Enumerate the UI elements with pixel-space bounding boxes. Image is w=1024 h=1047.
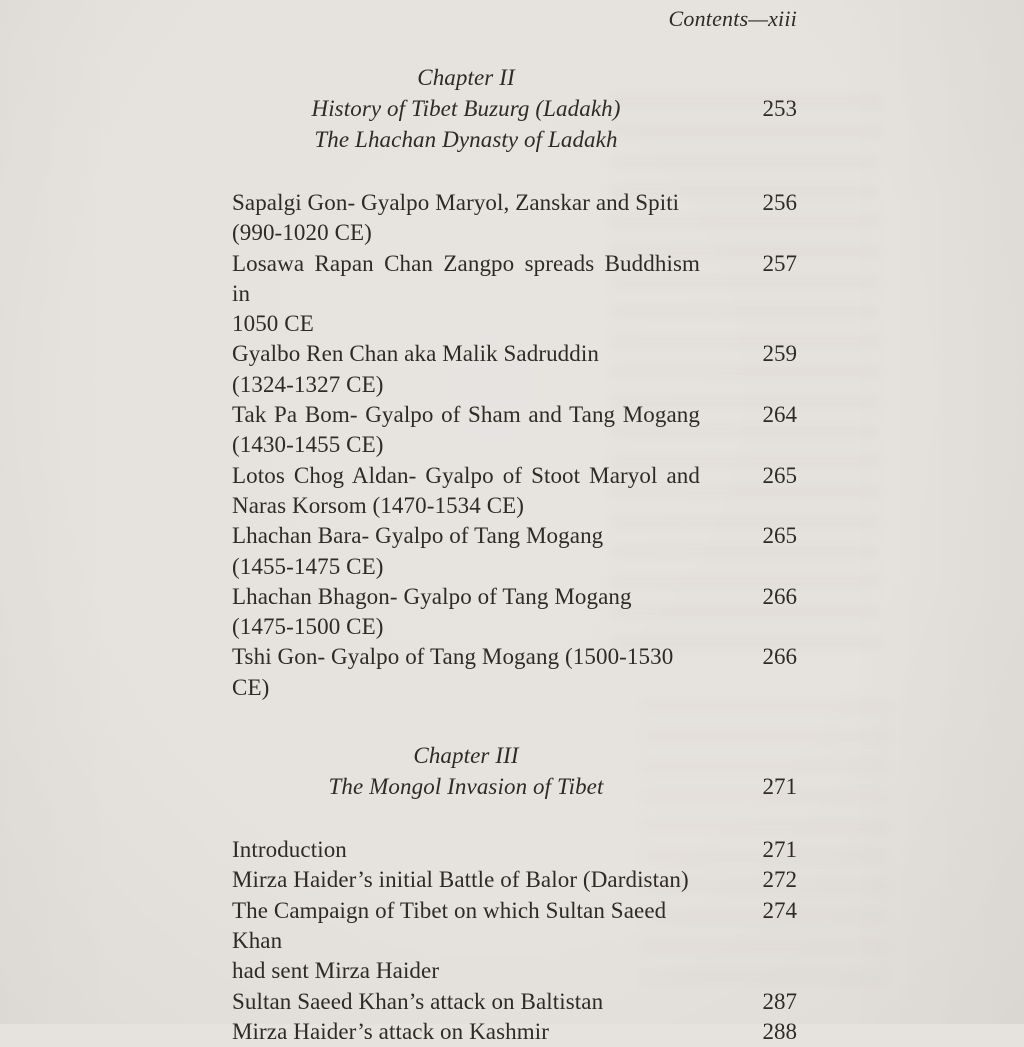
- toc-entry-page-number: 264: [762, 402, 797, 428]
- chapter-title-page-number: 271: [762, 774, 797, 800]
- toc-entry-page-number: 259: [762, 341, 797, 367]
- toc-entry-line: Lhachan Bhagon- Gyalpo of Tang Mogang: [232, 583, 632, 609]
- chapter-title-row: [232, 124, 797, 155]
- toc-entry-line: Mirza Haider’s attack on Kashmir: [232, 1018, 550, 1044]
- toc-entry-line: Lotos Chog Aldan- Gyalpo of Stoot Maryol and: [232, 462, 700, 488]
- toc-entry-line: had sent Mirza Haider: [232, 958, 440, 984]
- toc-entry-line: Mirza Haider’s initial Battle of Balor (Dardistan): [232, 867, 689, 893]
- toc-entry: [232, 642, 797, 703]
- toc-entry-title: [232, 339, 700, 400]
- toc-entry-line: The Campaign of Tibet on which Sultan Saeed Khan: [232, 897, 667, 953]
- toc-entry-line: (1475-1500 CE): [232, 614, 384, 640]
- toc-entry-line: (990-1020 CE): [232, 220, 372, 246]
- chapter-title: History of Tibet Buzurg (Ladakh): [311, 96, 621, 121]
- toc-entries: [232, 835, 797, 1047]
- toc-entry-line: Introduction: [232, 837, 347, 863]
- toc-entry-title: [232, 521, 700, 582]
- toc-entry-line: 1050 CE: [232, 311, 314, 337]
- toc-entry-page-number: 287: [762, 988, 797, 1014]
- toc-entry-title: [232, 835, 700, 865]
- toc-entry-title: [232, 987, 700, 1017]
- toc-entry-title: [232, 188, 700, 249]
- toc-section: [232, 740, 797, 1047]
- toc-entry-line: Gyalbo Ren Chan aka Malik Sadruddin: [232, 341, 599, 367]
- chapter-label: Chapter III: [413, 743, 519, 769]
- toc-entry-page-number: 272: [762, 867, 797, 893]
- toc-entries: [232, 188, 797, 703]
- running-header: Contents—xiii: [668, 6, 797, 31]
- toc-entry-page-number: 266: [762, 644, 797, 670]
- toc-entry: [232, 461, 797, 522]
- toc-entry: [232, 896, 797, 987]
- toc-entry-line: Lhachan Bara- Gyalpo of Tang Mogang: [232, 523, 604, 549]
- toc-entry-page-number: 274: [762, 897, 797, 923]
- toc-entry: [232, 400, 797, 461]
- toc-entry-line: Tshi Gon- Gyalpo of Tang Mogang (1500-1530 CE): [232, 644, 674, 700]
- chapter-label-row: [232, 62, 797, 93]
- toc-entry-line: (1324-1327 CE): [232, 371, 384, 397]
- toc-entry: [232, 339, 797, 400]
- chapter-title: The Mongol Invasion of Tibet: [328, 774, 604, 800]
- toc-entry-title: [232, 642, 700, 703]
- toc-entry-page-number: 266: [762, 583, 797, 609]
- toc-entry-line: Losawa Rapan Chan Zangpo spreads Buddhism in: [232, 250, 700, 306]
- toc-entry-line: (1455-1475 CE): [232, 553, 384, 579]
- chapter-title: The Lhachan Dynasty of Ladakh: [314, 127, 618, 152]
- toc-entry-title: [232, 249, 700, 340]
- chapter-label-row: [232, 740, 797, 771]
- toc-entry-page-number: 265: [762, 523, 797, 549]
- toc-entry: [232, 582, 797, 643]
- toc-entry-page-number: 265: [762, 462, 797, 488]
- toc-entry-line: (1430-1455 CE): [232, 432, 384, 458]
- toc-entry: [232, 521, 797, 582]
- toc-entry-page-number: 288: [762, 1018, 797, 1044]
- toc-entry-title: [232, 400, 700, 461]
- toc-entry-title: [232, 1017, 700, 1047]
- toc-entry: [232, 835, 797, 865]
- toc-entry-title: [232, 896, 700, 987]
- toc-entry-page-number: 271: [762, 837, 797, 863]
- toc-entry: [232, 987, 797, 1017]
- chapter-heading-block: [232, 740, 797, 802]
- toc-section: [232, 62, 797, 703]
- toc-entry-line: Tak Pa Bom- Gyalpo of Sham and Tang Mogang: [232, 402, 700, 428]
- chapter-title-page-number: 253: [762, 96, 797, 121]
- toc-entry-line: Naras Korsom (1470-1534 CE): [232, 492, 525, 518]
- toc-entry: [232, 188, 797, 249]
- toc-entry: [232, 1017, 797, 1047]
- chapter-label: Chapter II: [417, 65, 515, 90]
- toc-entry-title: [232, 582, 700, 643]
- table-of-contents: [232, 62, 797, 1047]
- toc-entry-line: Sultan Saeed Khan’s attack on Baltistan: [232, 988, 604, 1014]
- toc-entry-page-number: 257: [762, 250, 797, 276]
- chapter-heading-block: [232, 62, 797, 155]
- toc-entry: [232, 865, 797, 895]
- chapter-title-row: [232, 771, 797, 802]
- toc-entry-line: Sapalgi Gon- Gyalpo Maryol, Zanskar and Spiti: [232, 190, 680, 215]
- toc-entry-title: [232, 865, 700, 895]
- toc-entry: [232, 249, 797, 340]
- toc-entry-title: [232, 461, 700, 522]
- toc-entry-page-number: 256: [762, 190, 797, 215]
- chapter-title-row: [232, 93, 797, 124]
